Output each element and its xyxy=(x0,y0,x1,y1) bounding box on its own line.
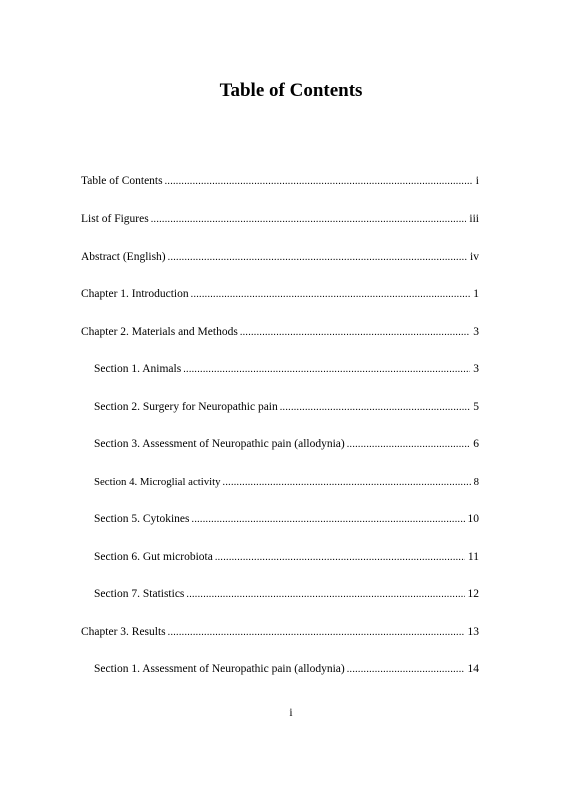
toc-entry-page: iii xyxy=(469,213,479,225)
toc-entry-label: Chapter 2. Materials and Methods xyxy=(81,326,238,338)
toc-entry-page: 5 xyxy=(473,401,479,413)
toc-entry-label: Abstract (English) xyxy=(81,251,166,263)
toc-entry-label: Section 2. Surgery for Neuropathic pain xyxy=(94,401,278,413)
dot-leader xyxy=(165,174,473,189)
toc-entry-page: 3 xyxy=(473,363,479,375)
toc-entry-ch2-section-4[interactable] xyxy=(94,474,479,490)
toc-entry-ch2-section-1[interactable] xyxy=(94,361,479,377)
toc-entry-page: 3 xyxy=(473,326,479,338)
toc-entry-label: Section 5. Cytokines xyxy=(94,513,190,525)
page-title: Table of Contents xyxy=(219,80,363,101)
toc-entry-ch2-section-3[interactable] xyxy=(94,436,479,452)
dot-leader xyxy=(347,662,465,677)
toc-entry-page: 8 xyxy=(473,476,479,488)
toc-entry-label: Chapter 3. Results xyxy=(81,626,166,638)
toc-entry-ch2-section-7[interactable] xyxy=(94,586,479,602)
toc-entry-page: 13 xyxy=(467,626,479,638)
toc-entry-label: Section 7. Statistics xyxy=(94,588,185,600)
toc-entry-chapter-1[interactable] xyxy=(81,286,479,302)
toc-entry-label: Chapter 1. Introduction xyxy=(81,288,189,300)
toc-entry-page: 14 xyxy=(467,663,479,675)
toc-entry-list-of-figures[interactable] xyxy=(81,211,479,227)
toc-entry-label: Section 3. Assessment of Neuropathic pain (allodynia) xyxy=(94,438,345,450)
toc-entry-page: i xyxy=(475,175,479,187)
dot-leader xyxy=(151,212,467,227)
toc-entry-page: 6 xyxy=(473,438,479,450)
toc-entry-label: List of Figures xyxy=(81,213,149,225)
toc-entry-page: iv xyxy=(470,251,479,263)
toc-entry-label: Section 4. Microglial activity xyxy=(94,476,221,488)
toc-entry-label: Table of Contents xyxy=(81,175,163,187)
toc-entry-page: 12 xyxy=(467,588,479,600)
dot-leader xyxy=(347,437,471,452)
toc-entry-ch2-section-5[interactable] xyxy=(94,511,479,527)
toc-entry-ch2-section-6[interactable] xyxy=(94,549,479,565)
toc-entry-ch2-section-2[interactable] xyxy=(94,399,479,415)
toc-entry-page: 10 xyxy=(467,513,479,525)
toc-entry-page: 1 xyxy=(473,288,479,300)
dot-leader xyxy=(223,475,471,490)
dot-leader xyxy=(183,362,470,377)
toc-entry-label: Section 6. Gut microbiota xyxy=(94,551,213,563)
toc-entry-chapter-2[interactable] xyxy=(81,324,479,340)
toc-entry-label: Section 1. Assessment of Neuropathic pain (allodynia) xyxy=(94,663,345,675)
dot-leader xyxy=(240,325,470,340)
dot-leader xyxy=(215,550,465,565)
page-number: i xyxy=(289,707,293,719)
toc-entry-abstract[interactable] xyxy=(81,249,479,265)
toc-entry-label: Section 1. Animals xyxy=(94,363,182,375)
dot-leader xyxy=(191,287,471,302)
dot-leader xyxy=(168,625,465,640)
toc-entry-chapter-3[interactable] xyxy=(81,624,479,640)
toc-entry-ch3-section-1[interactable] xyxy=(94,661,479,677)
toc-entry-table-of-contents[interactable] xyxy=(81,173,479,189)
toc-entry-page: 11 xyxy=(467,551,479,563)
dot-leader xyxy=(168,250,467,265)
dot-leader xyxy=(280,400,471,415)
dot-leader xyxy=(186,587,464,602)
dot-leader xyxy=(192,512,465,527)
